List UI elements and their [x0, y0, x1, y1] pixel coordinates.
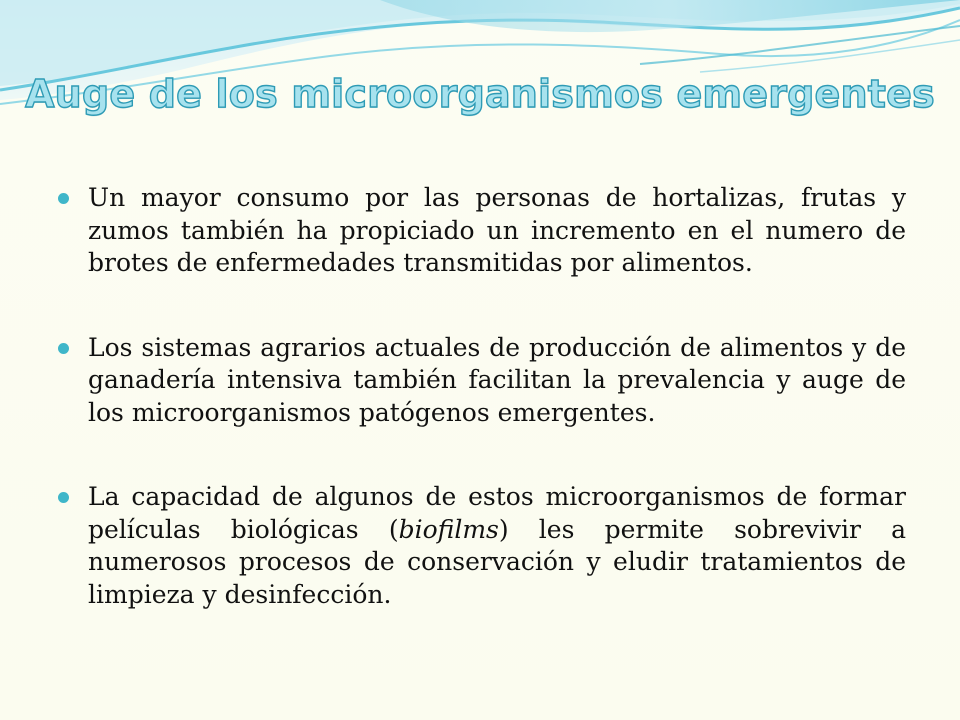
bullet-text-italic: biofilms [398, 514, 499, 544]
wave-header-decoration [0, 0, 960, 140]
bullet-list [58, 182, 906, 611]
slide-title: Auge de los microorganismos emergentes [25, 72, 935, 116]
bullet-item [58, 332, 906, 430]
bullet-dot-icon [58, 193, 69, 204]
bullet-text-before: La capacidad de algunos de estos microorganismos de formar películas biológicas ( [88, 482, 906, 544]
bullet-text: Un mayor consumo por las personas de hortalizas, frutas y zumos también ha propiciado un incremento en el numero de brotes de enfermedades transmitidas por alimentos. [88, 183, 906, 277]
bullet-text: Los sistemas agrarios actuales de producción de alimentos y de ganadería intensiva también facilitan la prevalencia y auge de los microorganismos patógenos emergentes. [88, 332, 906, 427]
bullet-item [58, 481, 906, 611]
bullet-item [58, 182, 906, 280]
bullet-dot-icon [58, 343, 69, 354]
bullet-text-after: ) les permite sobrevivir a numerosos procesos de conservación y eludir tratamientos de limpieza y desinfección. [88, 514, 906, 609]
bullet-text [88, 482, 906, 609]
bullet-dot-icon [58, 492, 69, 503]
